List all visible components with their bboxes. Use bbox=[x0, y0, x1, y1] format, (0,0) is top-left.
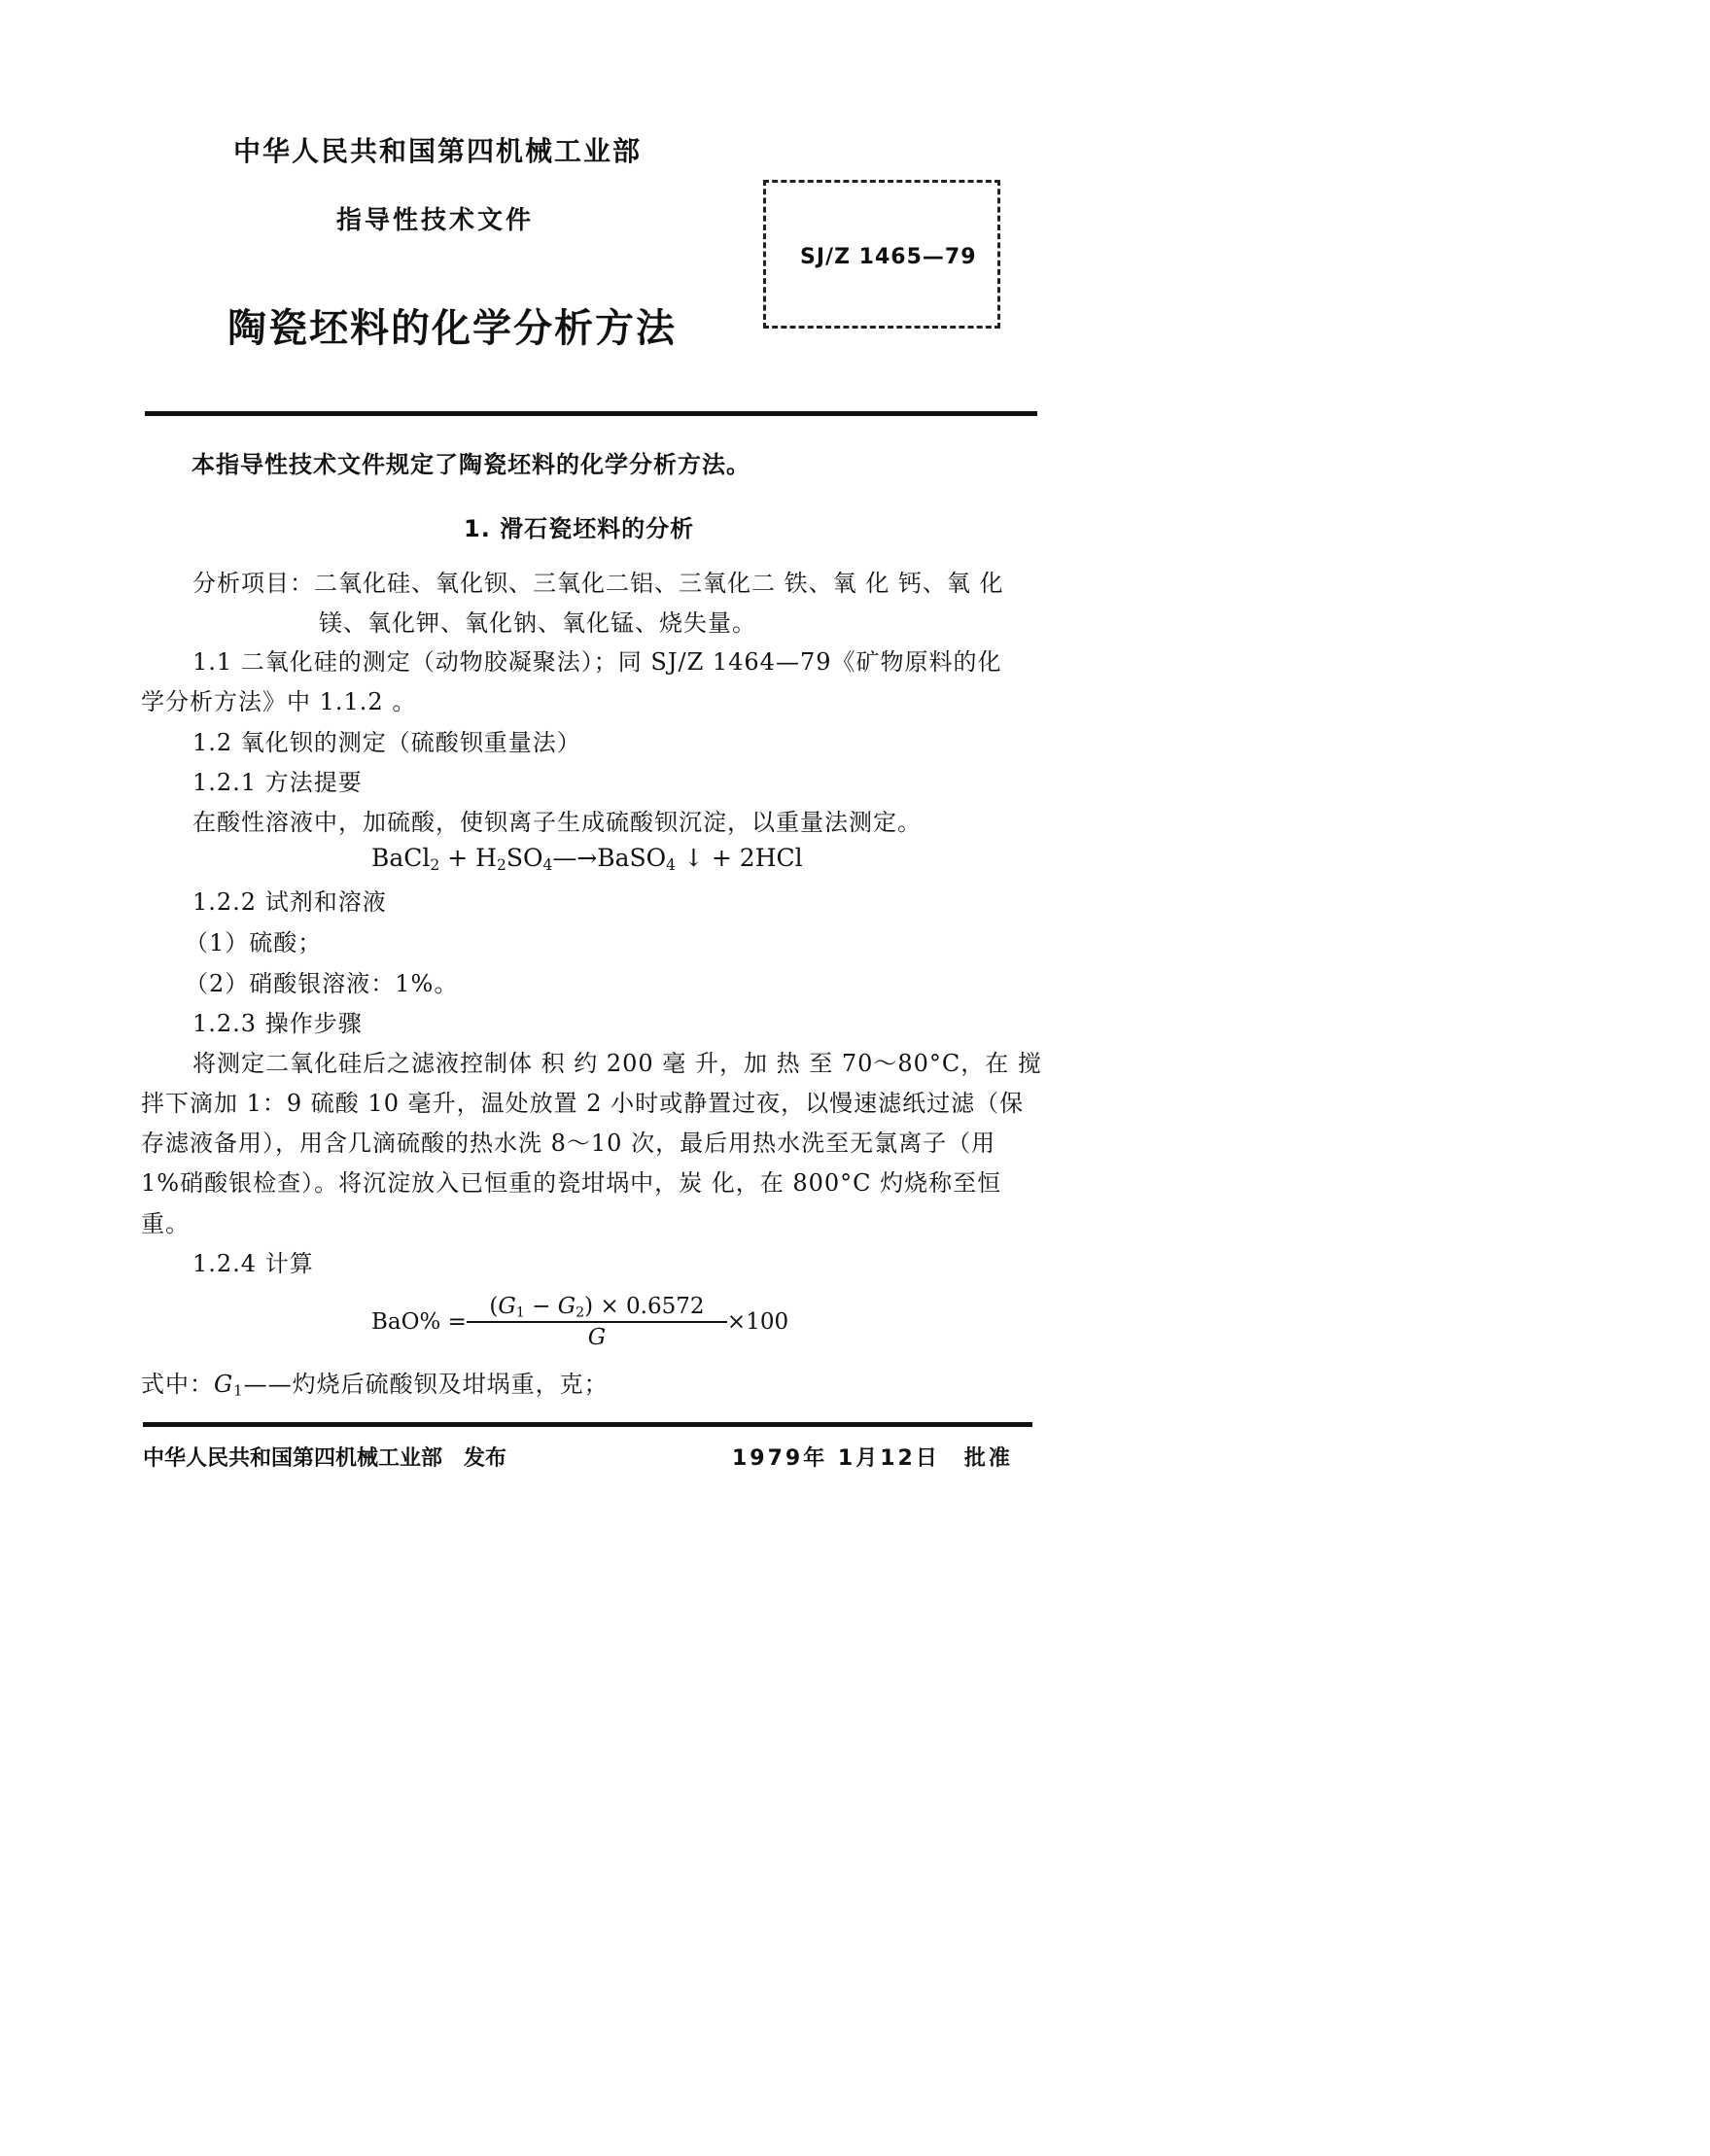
g1-sub: 1 bbox=[515, 1304, 525, 1321]
chemical-equation bbox=[371, 845, 803, 872]
document-title: 陶瓷坯料的化学分析方法 bbox=[227, 306, 677, 351]
eq-p1-sub: 4 bbox=[666, 855, 677, 874]
ministry-heading: 中华人民共和国第四机械工业部 bbox=[233, 135, 643, 167]
eq-p1: BaSO bbox=[597, 844, 667, 872]
formula-lhs: BaO% = bbox=[371, 1309, 467, 1335]
procedure-line-4: 1%硝酸银检查）。将沉淀放入已恒重的瓷坩埚中，炭 化，在 800°C 灼烧称至恒 bbox=[141, 1169, 1002, 1197]
eq-plus2: + bbox=[711, 844, 740, 872]
procedure-line-3: 存滤液备用），用含几滴硫酸的热水洗 8～10 次，最后用热水洗至无氯离子（用 bbox=[141, 1130, 996, 1157]
subsection-1-2-1: 1.2.1 方法提要 bbox=[192, 769, 363, 796]
num-open: ( bbox=[489, 1294, 499, 1319]
document-type: 指导性技术文件 bbox=[336, 206, 535, 235]
procedure-line-5: 重。 bbox=[141, 1210, 190, 1237]
precipitate-arrow-icon: ↓ bbox=[676, 844, 712, 872]
eq-r2b-sub: 4 bbox=[542, 855, 553, 874]
intro-text: 本指导性技术文件规定了陶瓷坯料的化学分析方法。 bbox=[192, 451, 750, 478]
reagent-2: （2）硝酸银溶液：1%。 bbox=[185, 970, 459, 997]
formula-numerator bbox=[467, 1294, 727, 1323]
eq-r1: BaCl bbox=[371, 844, 431, 872]
header-divider bbox=[145, 411, 1037, 416]
subsection-1-2-3: 1.2.3 操作步骤 bbox=[192, 1010, 363, 1037]
eq-r2a: H bbox=[475, 844, 497, 872]
eq-arrow: —→ bbox=[552, 844, 598, 872]
subsection-1-2-2: 1.2.2 试剂和溶液 bbox=[192, 888, 387, 916]
where-prefix: 式中： bbox=[141, 1371, 214, 1398]
formula-fraction bbox=[467, 1294, 727, 1350]
analysis-items-line1: 分析项目：二氧化硅、氧化钡、三氧化二铝、三氧化二 铁、氧 化 钙、氧 化 bbox=[192, 570, 1004, 597]
bao-formula bbox=[371, 1291, 788, 1353]
footer-publisher: 中华人民共和国第四机械工业部 发布 bbox=[143, 1446, 507, 1471]
num-minus: − bbox=[524, 1294, 558, 1319]
eq-plus1: + bbox=[439, 844, 476, 872]
where-var: G bbox=[214, 1371, 234, 1398]
standard-code: SJ/Z 1465—79 bbox=[800, 245, 977, 269]
reagent-1: （1）硫酸； bbox=[185, 929, 323, 956]
g2-sub: 2 bbox=[576, 1304, 585, 1321]
where-clause bbox=[141, 1371, 609, 1398]
method-summary: 在酸性溶液中，加硫酸，使钡离子生成硫酸钡沉淀，以重量法测定。 bbox=[192, 809, 922, 836]
footer-approval-date: 1979年 1月12日 批准 bbox=[732, 1446, 1013, 1471]
eq-r1-sub: 2 bbox=[430, 855, 440, 874]
where-var-sub: 1 bbox=[233, 1381, 244, 1400]
where-desc: ——灼烧后硫酸钡及坩埚重，克； bbox=[243, 1371, 609, 1398]
formula-times: ×100 bbox=[726, 1309, 789, 1335]
eq-p2: 2HCl bbox=[739, 844, 803, 872]
g1: G bbox=[498, 1294, 516, 1319]
subsection-1-2: 1.2 氧化钡的测定（硫酸钡重量法） bbox=[192, 729, 581, 756]
section-heading: 1. 滑石瓷坯料的分析 bbox=[464, 515, 695, 542]
procedure-line-2: 拌下滴加 1：9 硫酸 10 毫升，温处放置 2 小时或静置过夜，以慢速滤纸过滤（保 bbox=[141, 1090, 1025, 1117]
num-close: ) × 0.6572 bbox=[584, 1294, 705, 1319]
g2: G bbox=[557, 1294, 576, 1319]
subsection-1-1-line2: 学分析方法》中 1.1.2 。 bbox=[141, 688, 417, 715]
subsection-1-2-4: 1.2.4 计算 bbox=[192, 1250, 314, 1277]
footer-divider bbox=[143, 1422, 1032, 1427]
procedure-line-1: 将测定二氧化硅后之滤液控制体 积 约 200 毫 升，加 热 至 70～80°C，在 搅 bbox=[192, 1050, 1042, 1077]
subsection-1-1-line1: 1.1 二氧化硅的测定（动物胶凝聚法）；同 SJ/Z 1464—79《矿物原料的化 bbox=[192, 648, 1002, 676]
eq-r2a-sub: 2 bbox=[496, 855, 506, 874]
formula-denominator: G bbox=[587, 1325, 607, 1350]
analysis-items-line2: 镁、氧化钾、氧化钠、氧化锰、烧失量。 bbox=[319, 609, 756, 637]
eq-r2b: SO bbox=[506, 844, 543, 872]
